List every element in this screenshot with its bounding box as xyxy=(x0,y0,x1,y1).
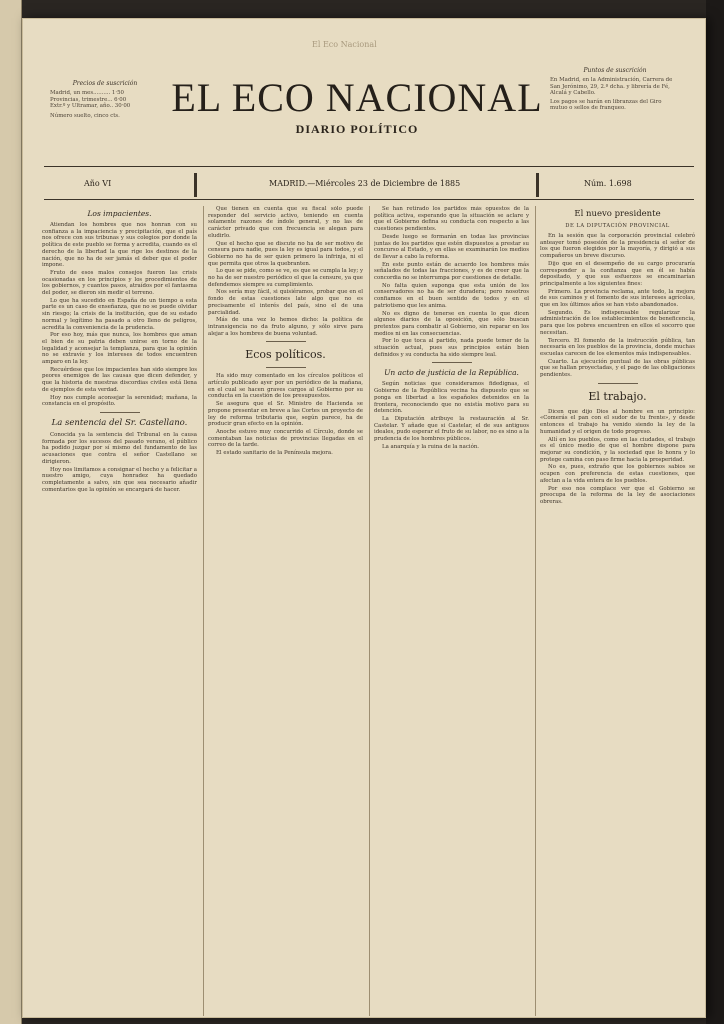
section-divider xyxy=(100,412,140,413)
article-paragraph: Se asegura que el Sr. Ministro de Hacienda se propone presentar en breve a las Cortes un proyecto de ley de reforma tributaria que, según parece, ha de producir gran efecto en la opinión. xyxy=(208,401,363,428)
article-paragraph: Se han retirado los partidos más opuestos de la política activa, esperando que la situación se aclare y que el Gobierno defina su conducta con respecto a las cuestiones pendientes. xyxy=(374,206,529,233)
article-paragraph: Por eso hoy, más que nunca, los hombres que aman el bien de su patria deben unirse en torno de la legalidad y aconsejar la templanza, para que la opinión no se extravíe y los intereses de todos encuentren amparo en la ley. xyxy=(42,332,197,366)
article-paragraph: Primero. La provincia reclama, ante todo, la mejora de sus caminos y el fomento de sus intereses agrícolas, que en los últimos años se han visto abandonados. xyxy=(540,288,695,309)
article-paragraph: Dijo que en el desempeño de su cargo procuraría corresponder a la confianza que en él se había depositado, y que sus esfuerzos se encaminarían principalmente a los siguientes fines: xyxy=(540,260,695,287)
section-divider xyxy=(432,362,472,363)
article-heading: El nuevo presidente xyxy=(574,209,661,219)
section-heading: El trabajo. xyxy=(588,389,647,403)
column-2 xyxy=(208,206,363,1016)
article-paragraph: Según noticias que consideramos fidedignas, el Gobierno de la República vecina ha dispuesto que se ponga en libertad a los españoles detenidos en la frontera, reconociendo que no existía motivo para su detención. xyxy=(374,381,529,415)
article-paragraph: Que el hecho que se discute no ha de ser motivo de censura para nadie, pues la ley es igual para todos, y el Gobierno no ha de ser quien primero la infrinja, ni el que permita que otros la quebranten. xyxy=(208,240,363,267)
date-label: MADRID.—Miércoles 23 de Diciembre de 1885 xyxy=(269,179,461,188)
column-1 xyxy=(42,206,197,1016)
newspaper-page xyxy=(22,18,706,1018)
dateline-bottom-rule xyxy=(44,199,694,200)
article-paragraph: Fruto de esos malos consejos fueron las crisis ocasionadas en los principios y los procedimientos de los gobiernos, y cuantos pasos, atraídos por el fantasma del poder, se dieron sin medir el terreno. xyxy=(42,269,197,297)
subscription-points-box xyxy=(550,67,680,112)
article-paragraph: En la sesión que la corporación provincial celebró anteayer tomó posesión de la presidencia el señor de los que fueron elegidos por la mayoría, y dirigió a sus compañeros un breve discurso. xyxy=(540,233,695,260)
article-heading: Los impacientes. xyxy=(87,209,152,218)
article-paragraph: Tercero. El fomento de la instrucción pública, tan necesaria en los pueblos de la provincia, donde muchas escuelas carecen de los elementos más indispensables. xyxy=(540,337,695,357)
section-divider xyxy=(266,367,306,368)
faded-header-text: El Eco Nacional xyxy=(312,40,377,49)
article-paragraph: En este punto están de acuerdo los hombres más señalados de todas las fracciones, y es de creer que la concordia no se interrumpa por cuestiones de detalle. xyxy=(374,261,529,282)
section-divider xyxy=(266,341,306,342)
subscription-point-line: En Madrid, en la Administración, Carrera de San Jerónimo, 29, 2.º dcha. y librería de Fé, Alcalá y Cabello. xyxy=(550,77,673,97)
article-paragraph: Lo que se pide, como se ve, es que se cumpla la ley; y no ha de ser nuestro periódico el que la censure, ya que defendemos siempre su cumplimiento. xyxy=(208,268,363,288)
article-paragraph: El estado sanitario de la Península mejora. xyxy=(216,450,333,457)
section-divider xyxy=(598,383,638,384)
price-line: Provincias, trimestre... 6·00 xyxy=(50,96,127,103)
article-paragraph: La Diputación atribuye la restauración al Sr. Castelar. Y añade que si Castelar, el de sus antiguos ideales, pudo esperar el fruto de su labor, no es sino a la prudencia de los hombres públicos. xyxy=(374,415,529,443)
price-line: Madrid, un mes.......... 1·50 xyxy=(50,90,124,96)
dateline-separator xyxy=(194,173,197,197)
article-paragraph: Que tienen en cuenta que su fiscal sólo puede responder del servicio activo, teniendo en cuenta solamente razones de índole general, y no las de carácter privado que con frecuencia se alegan para eludirlo. xyxy=(208,206,363,239)
subscription-prices-title: Precios de suscrición xyxy=(72,80,138,87)
dateline xyxy=(44,171,694,199)
article-paragraph: Más de una vez lo hemos dicho: la política de intransigencia no da fruto alguno, y sólo sirve para alejar a los hombres de buena voluntad. xyxy=(208,317,363,337)
article-paragraph: Atiendan los hombres que nos honran con su confianza a la impaciencia y precipitación, que el país nos ofrece con sus tribunas y sus colegios por donde la política de este pueblo se forma y acredita, cuando es el derecho de la libertad la que rige los destinos de la nación, que no ha de ser jamás el deber que el poder impone. xyxy=(42,222,197,269)
article-subheading: DE LA DIPUTACIÓN PROVINCIAL xyxy=(565,223,670,229)
year-label: Año VI xyxy=(84,179,112,188)
article-paragraph: Por lo que toca al partido, nada puede temer de la situación actual, pues sus principios están bien definidos y su conducta ha sido siempre leal. xyxy=(374,338,529,358)
column-rule xyxy=(369,206,370,1016)
article-paragraph: Desde luego se formarán en todas las provincias juntas de los partidos que estén dispuestos a prestar su concurso al Estado, y en ellas se examinarán los medios de llevar a cabo la reforma. xyxy=(374,233,529,260)
article-heading: Un acto de justicia de la República. xyxy=(384,368,519,378)
scan-background-edge xyxy=(706,0,724,1024)
article-paragraph: Cuarto. La ejecución puntual de las obras públicas que se hallan proyectadas, y el pago de las obligaciones pendientes. xyxy=(540,358,695,379)
adjacent-page-edge xyxy=(0,0,22,1024)
article-paragraph: No falta quien suponga que esta unión de los conservadores no ha de ser duradera; pero nosotros confiamos en el buen sentido de todos y en el patriotismo que les anima. xyxy=(374,282,529,309)
article-paragraph: Lo que ha sucedido en España de un tiempo a esta parte es un caso de enseñanza, que no se puede olvidar sin riesgo; la crisis de la institución, que de su estado normal y legítimo ha pasado a otro lleno de peligros, acredita la conveniencia de la prudencia. xyxy=(42,297,197,331)
newspaper-title: EL ECO NACIONAL xyxy=(171,75,543,120)
article-paragraph: Hoy nos limitamos a consignar el hecho y a felicitar a nuestro amigo, cuya honradez ha quedado completamente a salvo, sin que sea necesario añadir comentarios que la opinión se encargará de hacer. xyxy=(42,466,197,493)
masthead xyxy=(142,76,572,137)
article-paragraph: No es digno de tenerse en cuenta lo que dicen algunos diarios de la oposición, que sólo buscan pretextos para combatir al Gobierno, sin reparar en los medios ni en las consecuencias. xyxy=(374,310,529,337)
column-3 xyxy=(374,206,529,1016)
price-line: Extr.º y Ultramar, año.. 30·00 xyxy=(50,103,131,110)
article-paragraph: Recuérdese que los impacientes han sido siempre los peores enemigos de las causas que dicen defender, y que la historia de nuestras discordias civiles está llena de ejemplos de esta verdad. xyxy=(42,366,197,393)
article-paragraph: Conocida ya la sentencia del Tribunal en la causa formada por los sucesos del pasado verano, el público ha podido juzgar por sí mismo del fundamento de las acusaciones que contra el señor Castellano se dirigieron. xyxy=(42,431,197,465)
section-heading: Ecos políticos. xyxy=(245,348,326,362)
article-paragraph: Dicen que dijo Dios al hombre en un principio: «Comerás el pan con el sudor de tu frente», y desde entonces el trabajo ha venido siendo la ley de la humanidad y el origen de todo progreso. xyxy=(540,408,695,435)
column-rule xyxy=(203,206,204,1016)
subscription-points-title: Puntos de suscrición xyxy=(583,67,647,74)
price-line: Número suelto, cinco cts. xyxy=(50,112,120,119)
subscription-point-line: Los pagos se harán en libranzas del Giro mutuo o sellos de franqueo. xyxy=(550,98,662,112)
article-paragraph: Anoche estuvo muy concurrido el Círculo, donde se comentaban las noticias de provincias llegadas en el correo de la tarde. xyxy=(208,428,363,449)
article-paragraph: La anarquía y la ruina de la nación. xyxy=(382,443,480,450)
article-paragraph: No es, pues, extraño que los gobiernos sabios se ocupen con preferencia de estas cuestiones, que afectan a la vida entera de los pueblos. xyxy=(540,464,695,484)
article-paragraph: Allí en los pueblos, como en las ciudades, el trabajo es el único medio de que el hombre dispone para mejorar su condición, y la sociedad que lo honra y lo protege camina con paso firme hacia la prosperidad. xyxy=(540,436,695,463)
article-paragraph: Por eso nos complace ver que el Gobierno se preocupa de la reforma de la ley de asociaciones obreras. xyxy=(540,485,695,505)
article-paragraph: Nos sería muy fácil, si quisiéramos, probar que en el fondo de estas cuestiones late algo que no es precisamente el interés del país, sino el de una parcialidad. xyxy=(208,289,363,316)
article-heading: La sentencia del Sr. Castellano. xyxy=(51,417,188,428)
dateline-top-rule xyxy=(44,166,694,167)
article-paragraph: Ha sido muy comentado en los círculos políticos el artículo publicado ayer por un periódico de la mañana, en el cual se hacen graves cargos al Gobierno por su conducta en la cuestión de los presupuestos. xyxy=(208,373,363,400)
newspaper-subtitle: DIARIO POLÍTICO xyxy=(295,122,419,136)
article-paragraph: Segundo. Es indispensable regularizar la administración de los establecimientos de beneficencia, para que los pobres encuentren en ellos el socorro que necesitan. xyxy=(540,309,695,336)
dateline-separator xyxy=(536,173,539,197)
column-rule xyxy=(535,206,536,1016)
issue-number: Núm. 1.698 xyxy=(584,179,632,188)
article-paragraph: Hoy nos cumple aconsejar la serenidad; mañana, la constancia en el propósito. xyxy=(42,394,197,408)
column-4 xyxy=(540,206,695,1016)
